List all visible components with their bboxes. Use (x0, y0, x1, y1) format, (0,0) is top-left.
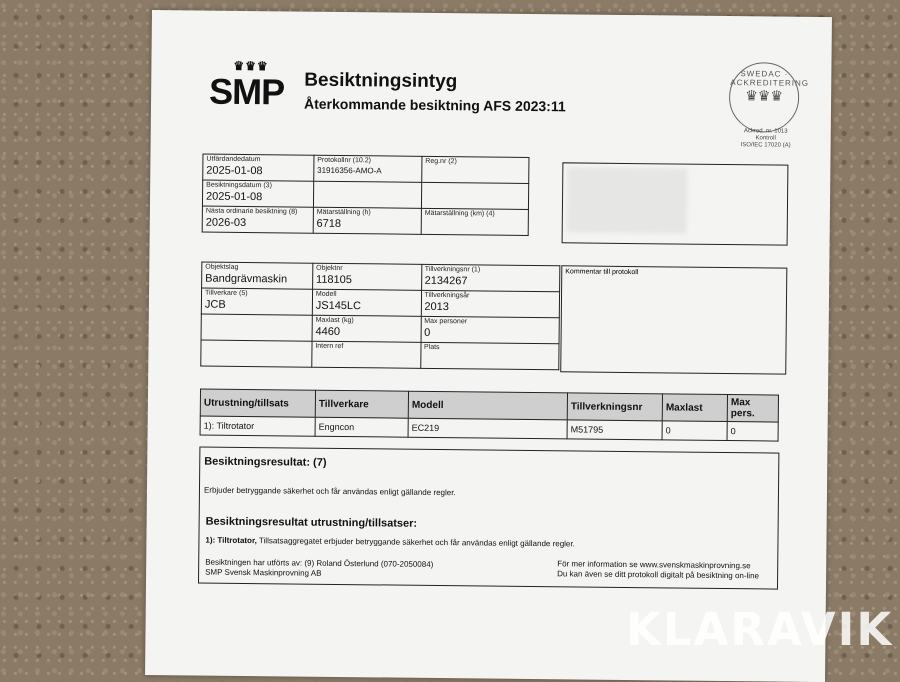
tillverkare-value: JCB (204, 298, 226, 311)
internref-cell: Intern ref (312, 341, 421, 368)
swedac-crown-icon: ♛♛♛ (745, 87, 784, 104)
matarstallning-h-value: 6718 (316, 217, 342, 230)
maxpersoner-value: 0 (424, 326, 431, 339)
redaction-blur (567, 167, 688, 233)
comment-label: Kommentar till protokoll (565, 268, 639, 277)
equipment-col-header: Max pers. (727, 395, 778, 423)
inspector-info: Besiktningen har utförts av: (9) Roland Österlund (070-2050084) SMP Svensk Maskinprovning AB (205, 557, 434, 578)
utfardandedatum-cell: Utfärdandedatum 2025-01-08 (203, 154, 314, 181)
tillverkningsar-value: 2013 (424, 300, 449, 314)
smp-logo: ♛♛♛ SMP (208, 58, 285, 113)
plats-cell: Plats (420, 342, 559, 369)
inspection-certificate (145, 10, 832, 682)
result-box (198, 447, 779, 590)
objektnr-cell: Objektnr 118105 (312, 263, 421, 290)
klaravik-watermark: KLARAVIK (626, 603, 894, 656)
equipment-cell: 1): Tiltrotator (200, 416, 315, 436)
equipment-cell: Engncon (315, 417, 408, 437)
dates-table (202, 154, 530, 236)
nasta-besiktning-cell: Nästa ordinarie besiktning (8) 2026-03 (202, 206, 313, 233)
result-equipment-text: 1): Tiltrotator, Tillsatsaggregatet erbjuder betryggande säkerhet och får användas enligt gällande regler. (205, 535, 575, 549)
result-equipment-heading: Besiktningsresultat utrustning/tillsatser: (205, 515, 418, 530)
utfardandedatum-value: 2025-01-08 (206, 164, 263, 178)
equipment-cell: 0 (727, 422, 778, 442)
equipment-table (200, 389, 779, 442)
equipment-col-header: Tillverkare (315, 390, 408, 418)
tillverkningsnr-cell: Tillverkningsnr (1) 2134267 (421, 264, 560, 291)
redacted-owner-box (562, 162, 789, 245)
besiktningsdatum-cell: Besiktningsdatum (3) 2025-01-08 (202, 180, 313, 207)
nasta-besiktning-value: 2026-03 (205, 216, 247, 229)
matarstallning-km-cell: Mätarställning (km) (4) (421, 208, 528, 235)
equipment-col-header: Modell (408, 391, 567, 420)
tillverkningsar-cell: Tillverkningsår 2013 (421, 290, 560, 317)
comment-box (560, 265, 787, 374)
objektslag-value: Bandgrävmaskin (205, 272, 288, 286)
equipment-cell: EC219 (408, 418, 567, 439)
protokollnr-cell: Protokollnr (10.2) 31916356-AMO-A (314, 155, 422, 182)
maxlast-value: 4460 (315, 325, 341, 338)
equipment-col-header: Utrustning/tillsats (200, 389, 315, 417)
object-table (200, 262, 560, 371)
more-info: För mer information se www.svenskmaskinprovning.se Du kan även se ditt protokoll digitalt på besiktning on-line (557, 559, 760, 581)
maxpersoner-cell: Max personer 0 (421, 316, 560, 343)
tillverkare-cell: Tillverkare (5) JCB (201, 288, 312, 315)
objektslag-cell: Objektslag Bandgrävmaskin (202, 262, 313, 289)
result-heading: Besiktningsresultat: (7) (204, 455, 327, 469)
document-title: Besiktningsintyg (304, 69, 458, 93)
swedac-accreditation: Ackred. nr. 1013 Kontroll ISO/IEC 17020 (A) (740, 128, 791, 149)
modell-value: JS145LC (315, 299, 362, 313)
regnr-cell: Reg.nr (2) (422, 156, 529, 183)
besiktningsdatum-value: 2025-01-08 (205, 190, 263, 204)
protokollnr-value: 31916356-AMO-A (317, 165, 382, 176)
modell-cell: Modell JS145LC (312, 289, 421, 316)
maxlast-cell: Maxlast (kg) 4460 (312, 315, 421, 342)
result-text: Erbjuder betryggande säkerhet och får användas enligt gällande regler. (203, 485, 456, 498)
equipment-cell: 0 (662, 421, 727, 441)
equipment-col-header: Maxlast (662, 394, 727, 422)
equipment-cell: M51795 (567, 420, 662, 440)
crown-icon: ♛♛♛ (233, 58, 269, 74)
swedac-ring-text: SWEDAC · ACKREDITERING (730, 69, 810, 88)
matarstallning-h-cell: Mätarställning (h) 6718 (313, 207, 421, 234)
document-subtitle: Återkommande besiktning AFS 2023:11 (303, 95, 566, 115)
objektnr-value: 118105 (315, 273, 352, 287)
equipment-col-header: Tillverkningsnr (567, 393, 662, 421)
tillverkningsnr-value: 2134267 (424, 274, 468, 288)
swedac-seal (729, 62, 810, 133)
